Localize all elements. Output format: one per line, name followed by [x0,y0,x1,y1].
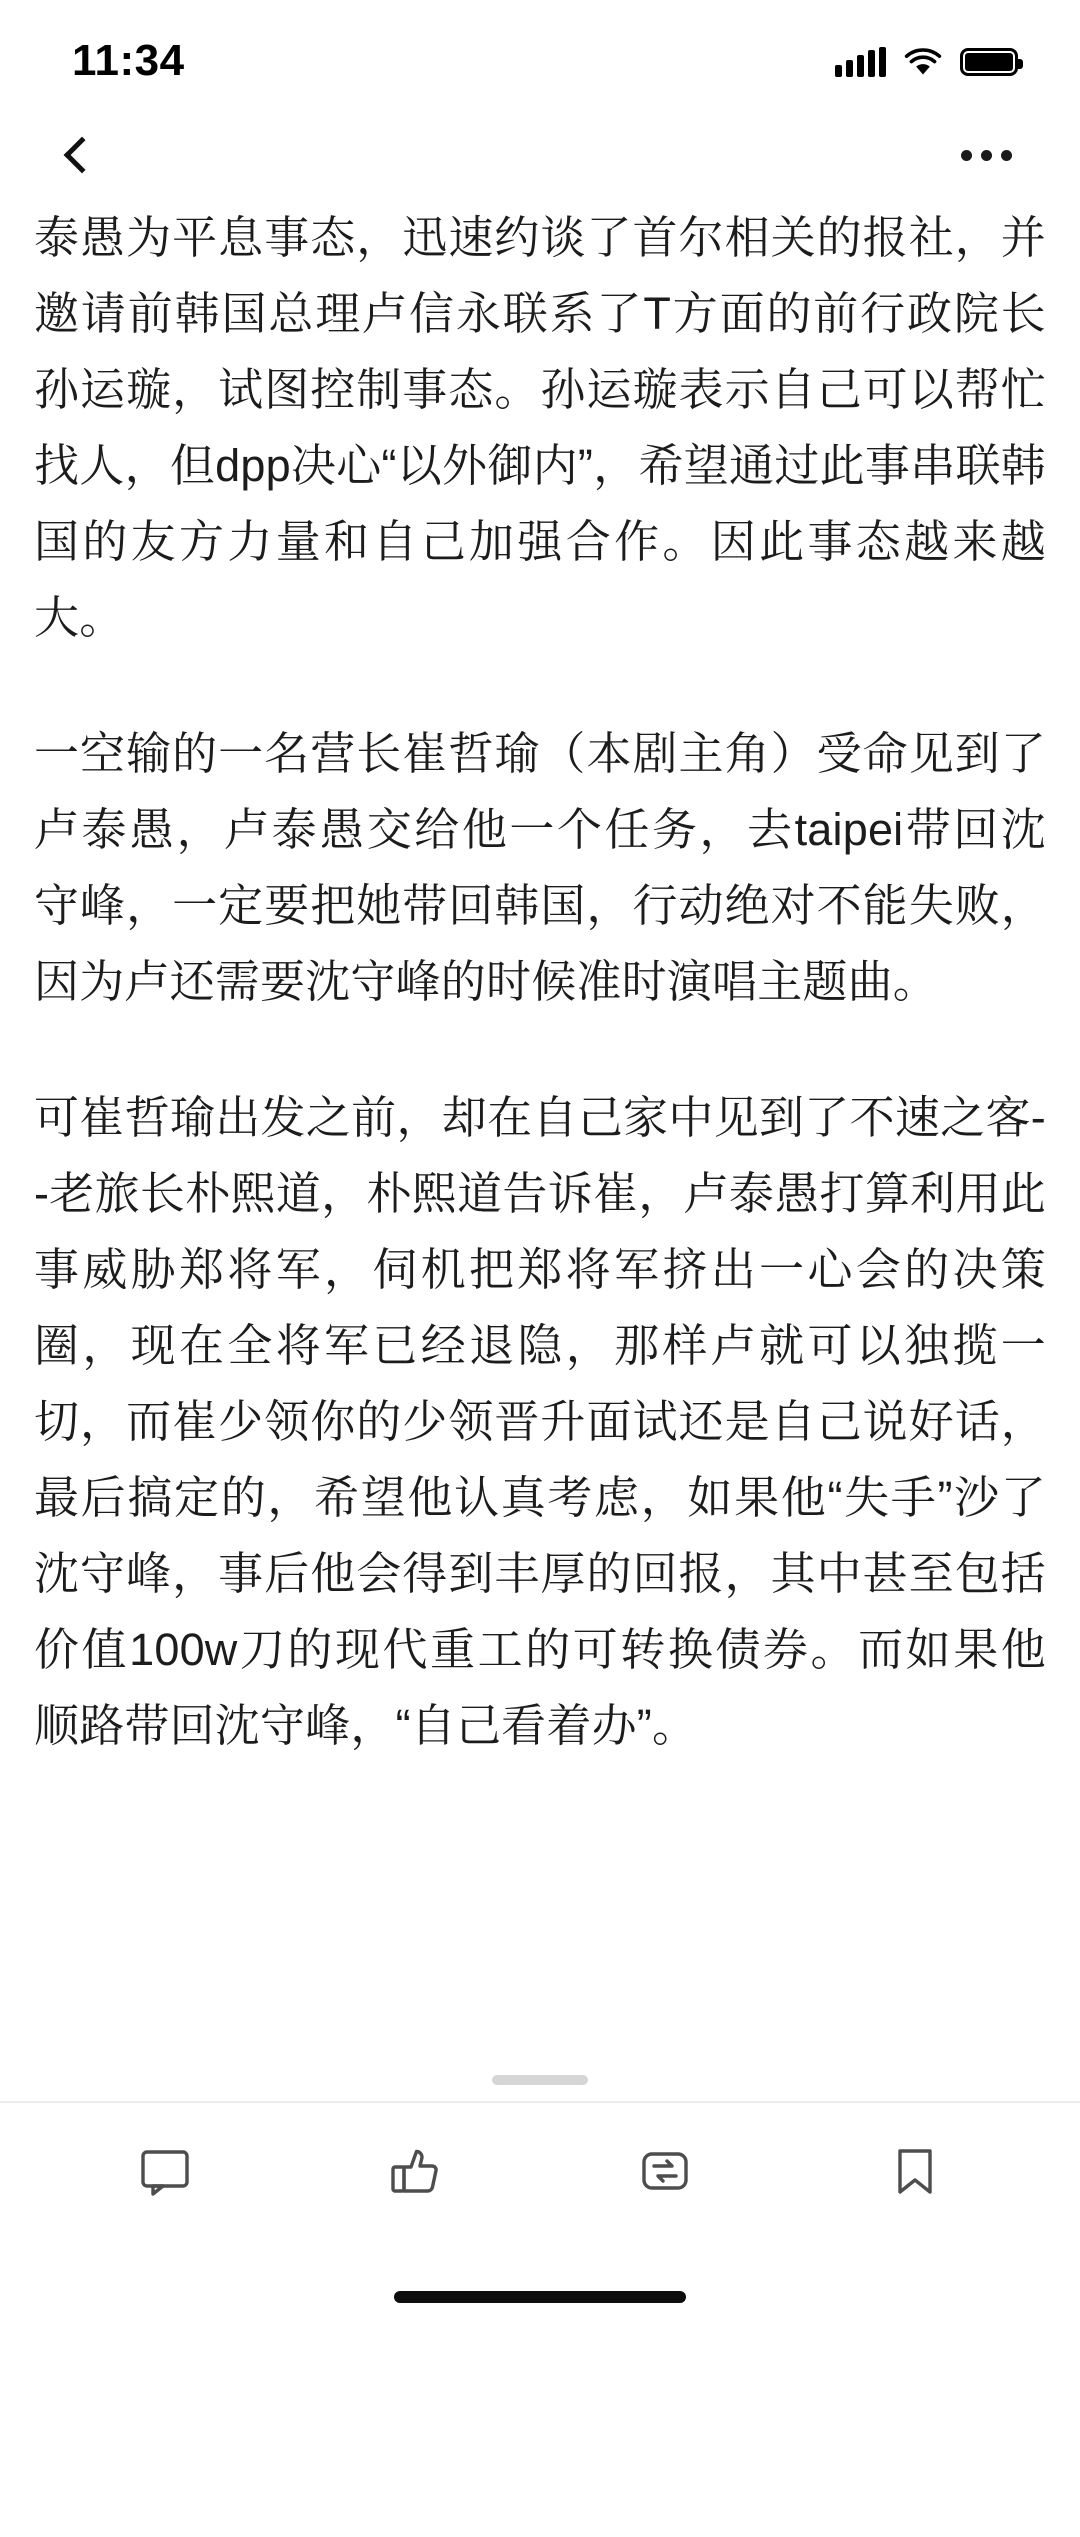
back-button[interactable] [42,119,114,191]
cellular-signal-icon [835,47,886,77]
article-paragraph: 可崔哲瑜出发之前，却在自己家中见到了不速之客--老旅长朴熙道，朴熙道告诉崔，卢泰愚打算利用此事威胁郑将军，伺机把郑将军挤出一心会的决策圈，现在全将军已经退隐，那样卢就可以独揽一切，而崔少领你的少领晋升面试还是自己说好话，最后搞定的，希望他认真考虑，如果他“失手”沙了沈守峰，事后他会得到丰厚的回报，其中甚至包括价值100w刀的现代重工的可转换债券。而如果他顺路带回沈守峰，“自己看着办”。 [34,1092,1046,1751]
like-button[interactable] [355,2116,475,2226]
scroll-grabber[interactable] [492,2075,588,2085]
like-icon [388,2144,442,2198]
bookmark-icon [888,2144,942,2198]
article-paragraph: 一空输的一名营长崔哲瑜（本剧主角）受命见到了卢泰愚，卢泰愚交给他一个任务，去taipei带回沈守峰，一定要把她带回韩国，行动绝对不能失败，因为卢还需要沈守峰的时候准时演唱主题曲。 [34,728,1046,1007]
navigation-bar [0,110,1080,200]
status-bar-time: 11:34 [72,36,185,85]
more-options-icon [1001,150,1012,161]
more-options-icon [981,150,992,161]
bookmark-button[interactable] [855,2116,975,2226]
status-bar-indicators [835,33,1018,77]
more-options-button[interactable] [950,125,1022,185]
comment-button[interactable] [105,2116,225,2226]
repost-button[interactable] [605,2116,725,2226]
action-bar [0,2101,1080,2239]
more-options-icon [961,150,972,161]
home-indicator [394,2291,686,2303]
article-paragraph: 泰愚为平息事态，迅速约谈了首尔相关的报社，并邀请前韩国总理卢信永联系了T方面的前行政院长孙运璇，试图控制事态。孙运璇表示自己可以帮忙找人，但dpp决心“以外御内”，希望通过此事串联韩国的友方力量和自己加强合作。因此事态越来越大。 [34,212,1046,643]
back-chevron-icon [64,137,101,174]
repost-icon [638,2144,692,2198]
wifi-icon [904,48,942,76]
status-bar [0,0,1080,110]
battery-icon [960,48,1018,76]
comment-icon [138,2144,192,2198]
